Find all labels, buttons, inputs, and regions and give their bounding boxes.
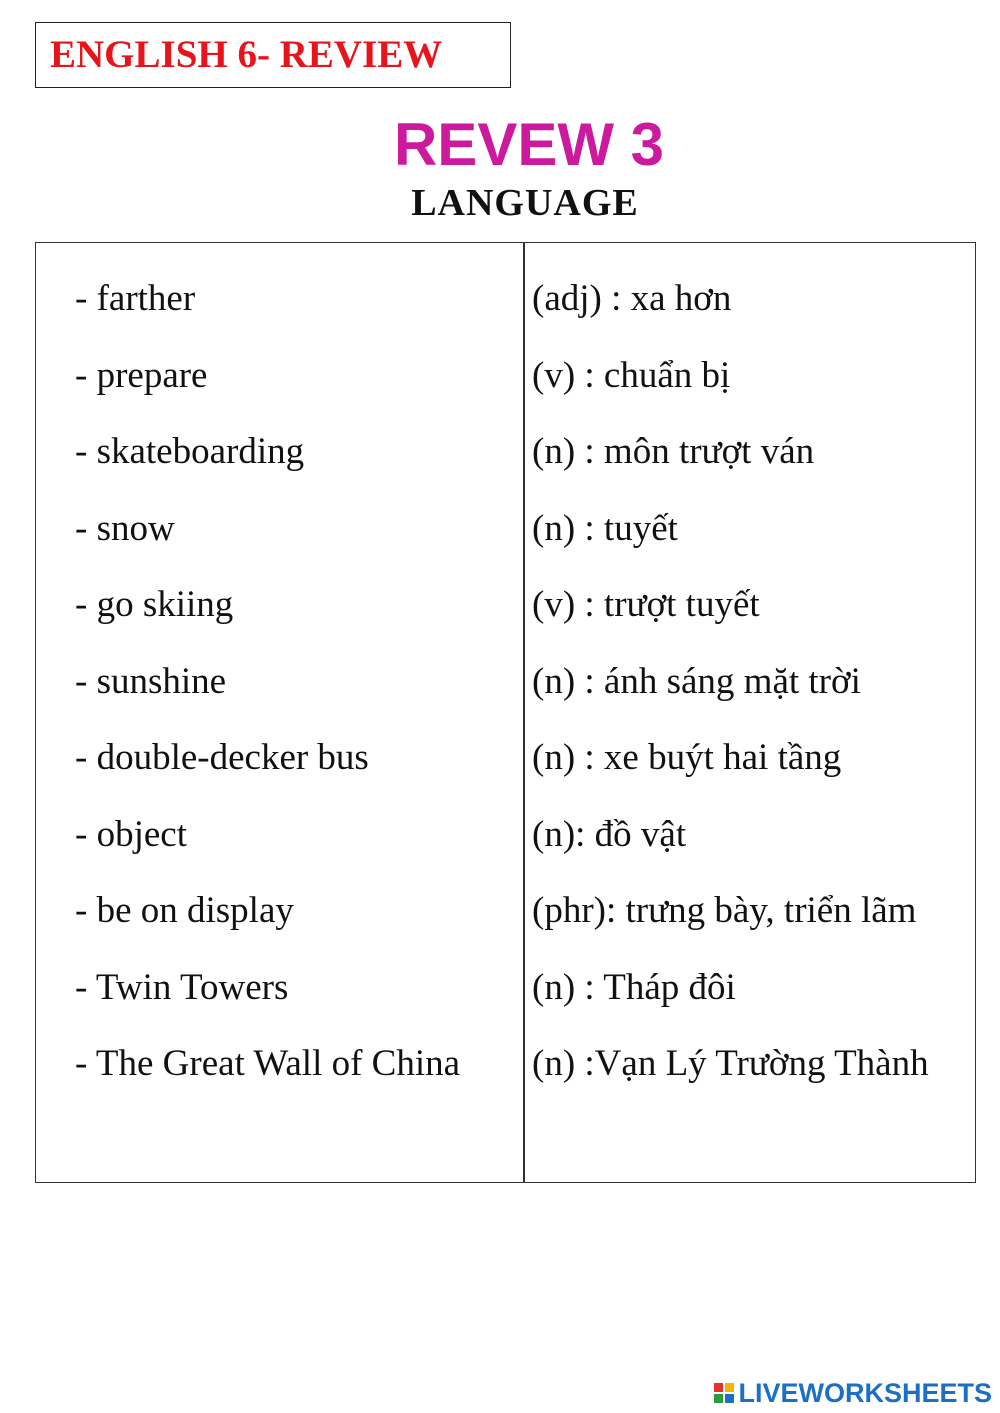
vocab-term: - Twin Towers <box>75 967 289 1008</box>
logo-square-green <box>714 1394 723 1403</box>
section-subtitle: LANGUAGE <box>411 182 639 224</box>
vocab-term: - double-decker bus <box>75 737 369 778</box>
vocab-meaning: (v) : chuẩn bị <box>532 355 731 396</box>
vocab-meaning: (phr): trưng bày, triển lãm <box>532 890 917 931</box>
vocab-meaning: (n) : Tháp đôi <box>532 967 736 1008</box>
logo-square-yellow <box>725 1383 734 1392</box>
vocab-row <box>36 886 975 936</box>
vocabulary-table <box>35 242 976 1183</box>
vocab-row <box>36 580 975 630</box>
vocab-row <box>36 504 975 554</box>
vocab-term: - skateboarding <box>75 431 305 472</box>
logo-text: LIVEWORKSHEETS <box>738 1378 992 1408</box>
vocab-term: - farther <box>75 278 196 319</box>
vocab-term: - prepare <box>75 355 208 396</box>
vocab-row <box>36 274 975 324</box>
vocab-row <box>36 657 975 707</box>
vocab-meaning: (n) :Vạn Lý Trường Thành <box>532 1043 929 1084</box>
vocab-term: - The Great Wall of China <box>75 1043 461 1084</box>
vocab-row <box>36 963 975 1013</box>
header-box <box>35 22 511 88</box>
vocab-row <box>36 810 975 860</box>
logo-square-red <box>714 1383 723 1392</box>
vocab-term: - object <box>75 814 187 855</box>
vocab-row <box>36 1039 975 1089</box>
liveworksheets-logo-icon <box>714 1383 734 1403</box>
vocab-term: - be on display <box>75 890 294 931</box>
liveworksheets-logo <box>714 1373 992 1413</box>
vocab-meaning: (n) : ánh sáng mặt trời <box>532 661 861 702</box>
page-title: REVEW 3 <box>393 111 665 178</box>
vocab-term: - go skiing <box>75 584 234 625</box>
vocab-meaning: (n): đồ vật <box>532 814 687 855</box>
vocab-meaning: (adj) : xa hơn <box>532 278 732 319</box>
vocab-row <box>36 733 975 783</box>
vocab-meaning: (n) : môn trượt ván <box>532 431 815 472</box>
logo-square-blue <box>725 1394 734 1403</box>
vocab-term: - sunshine <box>75 661 227 702</box>
vocab-meaning: (v) : trượt tuyết <box>532 584 760 625</box>
vocab-term: - snow <box>75 508 175 549</box>
vocab-row <box>36 351 975 401</box>
vocab-meaning: (n) : tuyết <box>532 508 678 549</box>
vocab-row <box>36 427 975 477</box>
header-label: ENGLISH 6- REVIEW <box>50 33 443 76</box>
vocab-meaning: (n) : xe buýt hai tầng <box>532 737 842 778</box>
